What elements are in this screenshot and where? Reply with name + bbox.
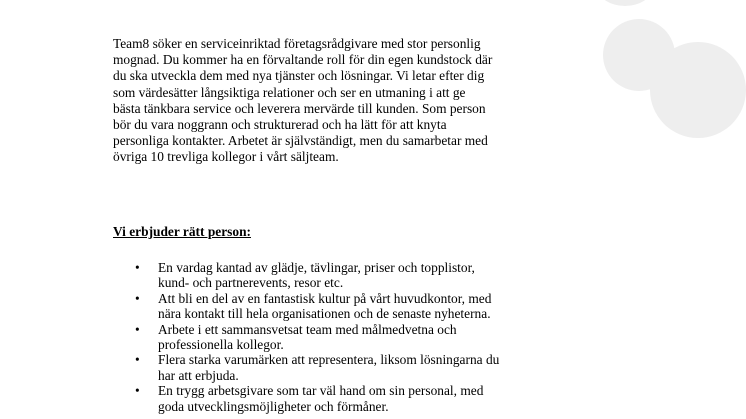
list-item xyxy=(113,291,573,322)
list-item-line: Att bli en del av en fantastisk kultur på vårt huvudkontor, med xyxy=(158,290,492,306)
list-item-line: nära kontakt till hela organisationen och de senaste nyheterna. xyxy=(158,306,491,322)
list-item-line: professionella kollegor. xyxy=(158,337,284,353)
intro-line: du ska utveckla dem med nya tjänster och lösningar. Vi letar efter dig xyxy=(113,68,485,84)
intro-line: övriga 10 trevliga kollegor i vårt säljteam. xyxy=(113,149,339,165)
offer-heading: Vi erbjuder rätt person: xyxy=(113,224,251,239)
intro-line: bör du vara noggrann och strukturerad och ha lätt för att knyta xyxy=(113,117,447,133)
list-item-line: har att erbjuda. xyxy=(158,367,239,383)
intro-line: bästa tänkbara service och leverera mervärde till kunden. Som person xyxy=(113,100,486,116)
intro-line: personliga kontakter. Arbetet är självständigt, men du samarbetar med xyxy=(113,133,488,149)
list-item xyxy=(113,322,573,353)
list-item xyxy=(113,383,573,414)
list-item-line: En vardag kantad av glädje, tävlingar, priser och topplistor, xyxy=(158,260,475,275)
bullet-icon: • xyxy=(135,260,140,275)
list-item-line: goda utvecklingsmöjligheter och förmåner. xyxy=(158,398,389,414)
list-item-line: En trygg arbetsgivare som tar väl hand om sin personal, med xyxy=(158,383,484,399)
list-item-line: kund- och partnerevents, resor etc. xyxy=(158,275,344,291)
decorative-circle-large xyxy=(650,42,746,138)
bullet-icon: • xyxy=(135,321,140,337)
intro-paragraph xyxy=(113,36,553,166)
list-item-line: Arbete i ett sammansvetsat team med målmedvetna och xyxy=(158,321,457,337)
list-item xyxy=(113,352,573,383)
decorative-circle-top xyxy=(598,0,652,6)
intro-line: mognad. Du kommer ha en förvaltande roll för din egen kundstock där xyxy=(113,52,493,68)
bullet-icon: • xyxy=(135,383,140,399)
intro-line: som värdesätter långsiktiga relationer och ser en utmaning i att ge xyxy=(113,84,466,100)
list-item-line: Flera starka varumärken att representera, liksom lösningarna du xyxy=(158,352,500,368)
bullet-icon: • xyxy=(135,352,140,368)
list-item xyxy=(113,260,573,291)
intro-line: Team8 söker en serviceinriktad företagsrådgivare med stor personlig xyxy=(113,36,481,51)
bullet-icon: • xyxy=(135,290,140,306)
offer-list xyxy=(113,260,573,414)
